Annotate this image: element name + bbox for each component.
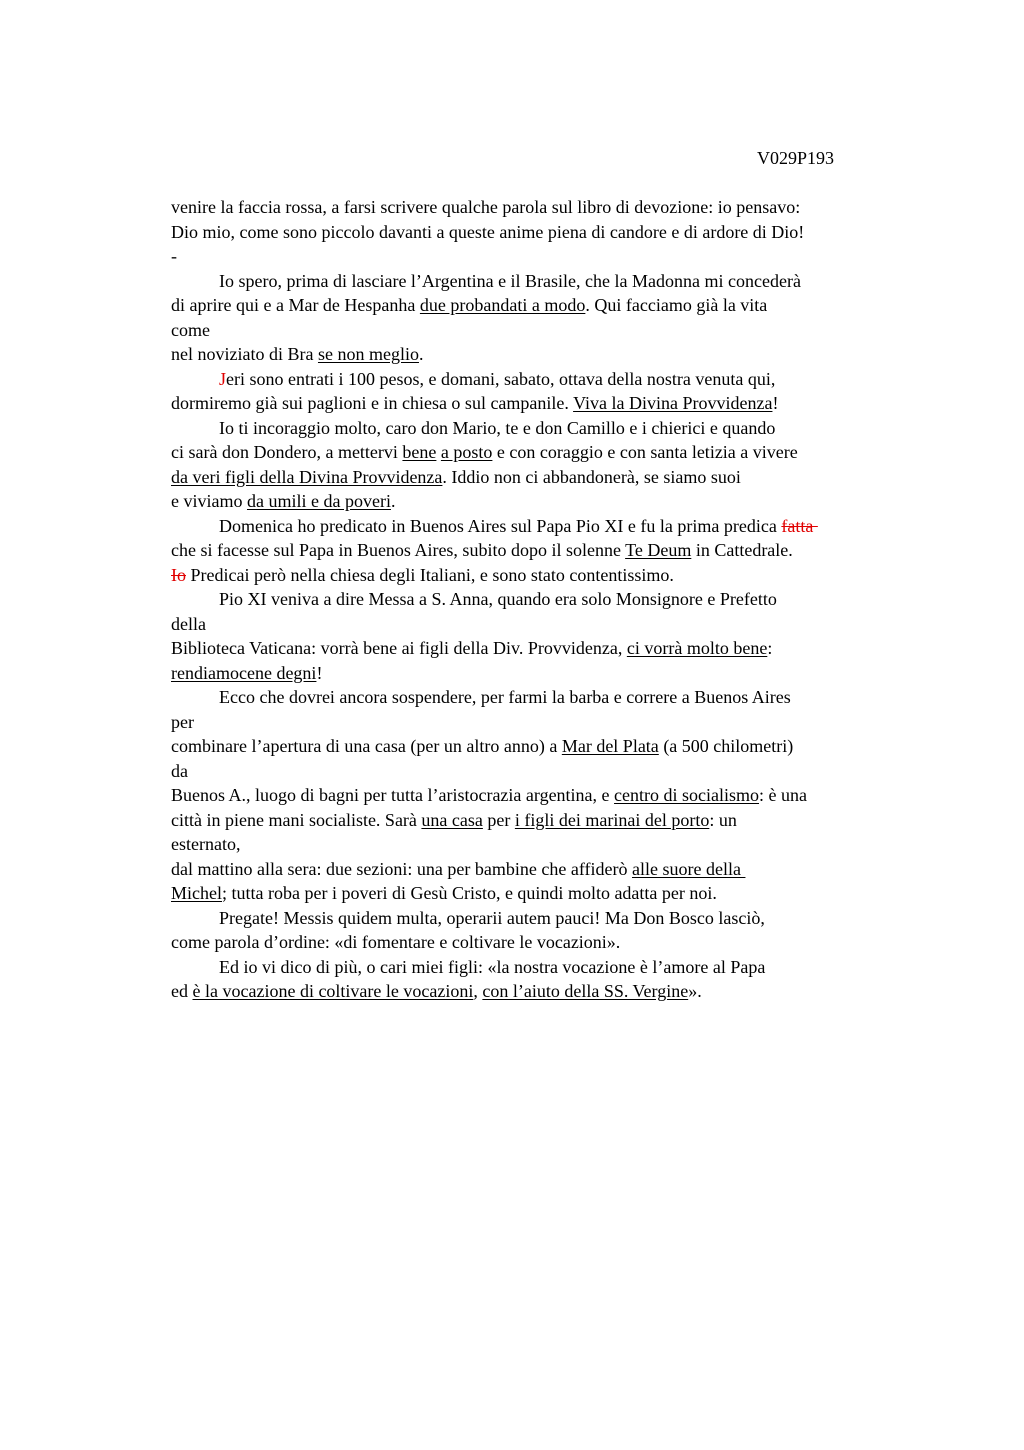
- text-run: per: [171, 711, 194, 732]
- text-run: . Qui facciamo già la vita: [585, 295, 768, 315]
- text-run: ».: [688, 981, 702, 1001]
- underlined-text: è la vocazione di coltivare le vocazioni: [192, 981, 474, 1001]
- text-line: [171, 538, 911, 563]
- text-run: combinare l’apertura di una casa (per un altro anno) a: [171, 736, 562, 756]
- text-run: in Cattedrale.: [691, 540, 793, 560]
- text-run: : è una: [759, 785, 807, 805]
- text-run: Predicai però nella chiesa degli Italiani, e sono stato contentissimo.: [186, 564, 674, 585]
- text-line: [171, 612, 911, 637]
- text-run: esternato,: [171, 834, 241, 854]
- underlined-text: Michel: [171, 883, 222, 903]
- text-line: [171, 416, 911, 441]
- text-run: !: [316, 662, 323, 683]
- text-run: eri sono entrati i 100 pesos, e domani, sabato, ottava della nostra venuta qui,: [226, 368, 776, 389]
- underlined-text: alle suore della: [632, 858, 746, 879]
- text-run: (a 500 chilometri): [658, 736, 794, 756]
- text-run: per: [482, 809, 515, 830]
- text-line: [171, 734, 911, 759]
- text-line: [171, 391, 911, 416]
- text-run: come: [171, 319, 210, 340]
- text-run: nel noviziato di Bra: [171, 344, 318, 364]
- deleted-text: fatta: [781, 515, 818, 536]
- text-run: Ed io vi dico di più, o cari miei figli: «la nostra vocazione è l’amore al Papa: [219, 956, 766, 977]
- text-line: [171, 440, 911, 465]
- underlined-text: da veri figli della Divina Provvidenza: [171, 466, 443, 487]
- text-run: :: [767, 638, 773, 658]
- text-run: Ecco che dovrei ancora sospendere, per farmi la barba e correre a Buenos Aires: [219, 687, 791, 707]
- text-line: [171, 881, 911, 906]
- text-run: dormiremo già sui paglioni e in chiesa o sul campanile.: [171, 393, 574, 413]
- underlined-text: una casa: [421, 809, 483, 830]
- text-run: e viviamo: [171, 491, 247, 511]
- text-run: Buenos A., luogo di bagni per tutta l’aristocrazia argentina, e: [171, 785, 615, 805]
- text-line: [171, 930, 911, 955]
- underlined-text: rendiamocene degni: [171, 662, 317, 683]
- text-run: ,: [473, 981, 483, 1001]
- text-run: da: [171, 760, 188, 781]
- text-line: [171, 489, 911, 514]
- text-line: [171, 955, 911, 980]
- text-line: [171, 514, 911, 539]
- underlined-text: se non meglio: [317, 344, 419, 364]
- text-line: [171, 269, 911, 294]
- text-run: città in piene mani socialiste. Sarà: [171, 809, 422, 830]
- text-run: Pio XI veniva a dire Messa a S. Anna, quando era solo Monsignore e Prefetto: [219, 589, 777, 609]
- underlined-text: centro di socialismo: [614, 785, 760, 805]
- underlined-text: a posto: [440, 442, 493, 462]
- deleted-text: Io: [171, 564, 186, 585]
- text-run: Domenica ho predicato in Buenos Aires sul Papa Pio XI e fu la prima predica: [219, 515, 782, 536]
- text-line: [171, 342, 911, 367]
- text-line: [171, 710, 911, 735]
- text-run: Biblioteca Vaticana: vorrà bene ai figli della Div. Provvidenza,: [171, 638, 627, 658]
- underlined-text: Viva la Divina Provvidenza: [573, 393, 773, 413]
- letter-body: [171, 195, 911, 1004]
- text-line: [171, 832, 911, 857]
- text-run: .: [418, 344, 424, 364]
- text-line: [171, 195, 911, 220]
- text-run: che si facesse sul Papa in Buenos Aires, subito dopo il solenne: [171, 540, 626, 560]
- red-initial: J: [219, 368, 227, 389]
- text-run: Io ti incoraggio molto, caro don Mario, te e don Camillo e i chierici e quando: [219, 417, 776, 438]
- text-run: ; tutta roba per i poveri di Gesù Cristo, e quindi molto adatta per noi.: [222, 883, 717, 903]
- text-line: [171, 293, 911, 318]
- text-line: [171, 857, 911, 882]
- text-run: -: [171, 246, 177, 266]
- text-line: [171, 220, 911, 245]
- text-run: Io spero, prima di lasciare l’Argentina e il Brasile, che la Madonna mi concederà: [219, 270, 801, 291]
- text-run: e con coraggio e con santa letizia a vivere: [492, 442, 798, 462]
- text-run: venire la faccia rossa, a farsi scrivere qualche parola sul libro di devozione: io pensavo:: [171, 197, 801, 217]
- text-run: . Iddio non ci abbandonerà, se siamo suoi: [442, 466, 741, 487]
- text-line: [171, 563, 911, 588]
- text-line: [171, 906, 911, 931]
- text-run: dal mattino alla sera: due sezioni: una per bambine che affiderò: [171, 858, 632, 879]
- underlined-text: da umili e da poveri: [246, 491, 391, 511]
- text-line: [171, 465, 911, 490]
- underlined-text: Te Deum: [625, 540, 692, 560]
- text-line: [171, 587, 911, 612]
- text-run: Dio mio, come sono piccolo davanti a queste anime piena di candore e di ardore di Dio!: [171, 221, 805, 242]
- text-run: ci sarà don Dondero, a mettervi: [171, 442, 403, 462]
- text-run: ed: [171, 981, 193, 1001]
- text-line: [171, 685, 911, 710]
- text-line: [171, 636, 911, 661]
- text-line: [171, 367, 911, 392]
- underlined-text: i figli dei marinai del porto: [514, 809, 710, 830]
- text-line: [171, 318, 911, 343]
- underlined-text: con l’aiuto della SS. Vergine: [482, 981, 689, 1001]
- text-line: [171, 979, 911, 1004]
- text-line: [171, 661, 911, 686]
- text-run: Pregate! Messis quidem multa, operarii autem pauci! Ma Don Bosco lasciò,: [219, 907, 765, 928]
- underlined-text: Mar del Plata: [561, 736, 659, 756]
- text-run: .: [390, 491, 396, 511]
- text-line: [171, 244, 911, 269]
- text-run: come parola d’ordine: «di fomentare e coltivare le vocazioni».: [171, 932, 621, 952]
- text-run: !: [772, 393, 779, 413]
- text-line: [171, 759, 911, 784]
- underlined-text: bene: [402, 442, 437, 462]
- text-run: : un: [709, 809, 737, 830]
- page-code: V029P193: [757, 148, 835, 168]
- underlined-text: due probandati a modo: [419, 295, 586, 315]
- text-line: [171, 808, 911, 833]
- underlined-text: ci vorrà molto bene: [626, 638, 768, 658]
- text-line: [171, 783, 911, 808]
- text-run: di aprire qui e a Mar de Hespanha: [171, 295, 420, 315]
- text-run: della: [171, 613, 206, 634]
